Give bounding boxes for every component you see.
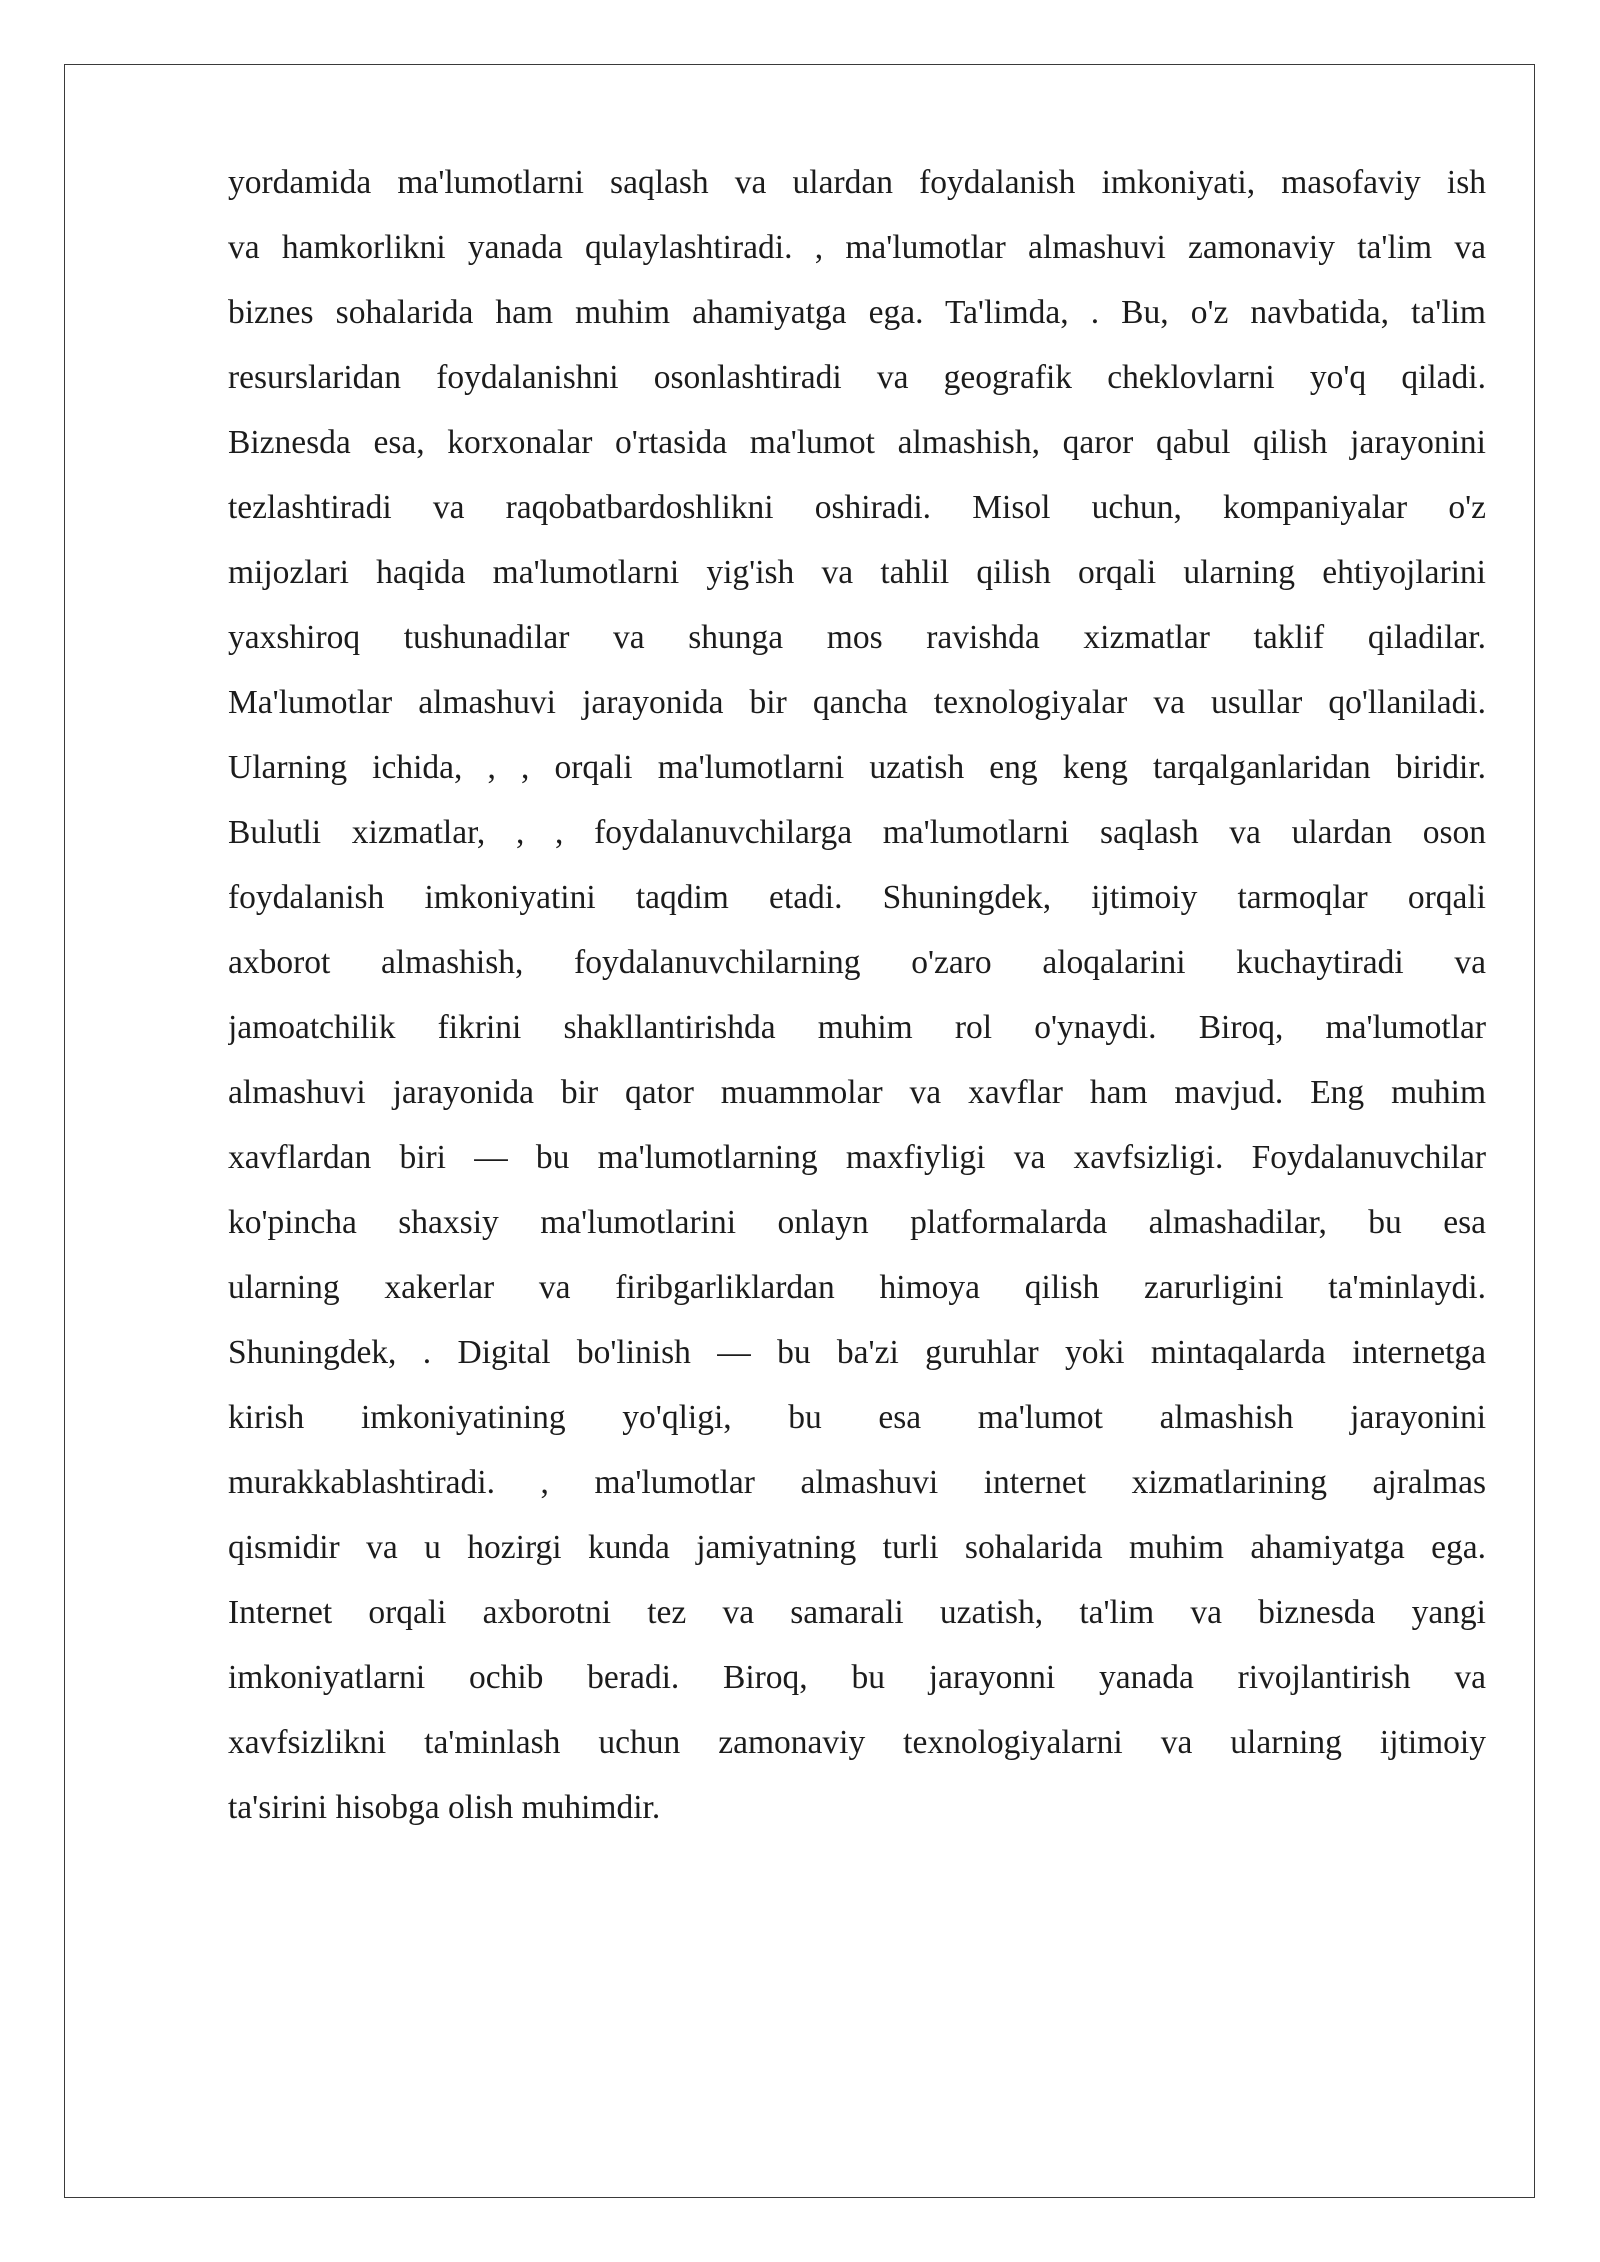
paragraph-line: xavflardan biri — bu ma'lumotlarning maxfiyligi va xavfsizligi. Foydalanuvchilar	[228, 1139, 1486, 1176]
paragraph-line: jamoatchilik fikrini shakllantirishda muhim rol o'ynaydi. Biroq, ma'lumotlar	[228, 1009, 1486, 1046]
paragraph-line: murakkablashtiradi. , ma'lumotlar almashuvi internet xizmatlarining ajralmas	[228, 1464, 1486, 1501]
paragraph-line: resurslaridan foydalanishni osonlashtiradi va geografik cheklovlarni yo'q qiladi.	[228, 359, 1486, 396]
paragraph-line: Ma'lumotlar almashuvi jarayonida bir qancha texnologiyalar va usullar qo'llaniladi.	[228, 684, 1486, 721]
paragraph-line: Internet orqali axborotni tez va samarali uzatish, ta'lim va biznesda yangi	[228, 1594, 1486, 1631]
paragraph-line: kirish imkoniyatining yo'qligi, bu esa ma'lumot almashish jarayonini	[228, 1399, 1486, 1436]
paragraph-line: ularning xakerlar va firibgarliklardan himoya qilish zarurligini ta'minlaydi.	[228, 1269, 1486, 1306]
paragraph-line: ko'pincha shaxsiy ma'lumotlarini onlayn platformalarda almashadilar, bu esa	[228, 1204, 1486, 1241]
body-paragraph	[228, 150, 1486, 1840]
paragraph-line: Shuningdek, . Digital bo'linish — bu ba'zi guruhlar yoki mintaqalarda internetga	[228, 1334, 1486, 1371]
paragraph-line: va hamkorlikni yanada qulaylashtiradi. , ma'lumotlar almashuvi zamonaviy ta'lim va	[228, 229, 1486, 266]
paragraph-line-last: ta'sirini hisobga olish muhimdir.	[228, 1789, 661, 1826]
paragraph-line: xavfsizlikni ta'minlash uchun zamonaviy texnologiyalarni va ularning ijtimoiy	[228, 1724, 1486, 1761]
paragraph-line: yaxshiroq tushunadilar va shunga mos ravishda xizmatlar taklif qiladilar.	[228, 619, 1486, 656]
paragraph-line: mijozlari haqida ma'lumotlarni yig'ish va tahlil qilish orqali ularning ehtiyojlarini	[228, 554, 1486, 591]
paragraph-line: Ularning ichida, , , orqali ma'lumotlarni uzatish eng keng tarqalganlaridan biridir.	[228, 749, 1486, 786]
paragraph-line: qismidir va u hozirgi kunda jamiyatning turli sohalarida muhim ahamiyatga ega.	[228, 1529, 1486, 1566]
paragraph-line: biznes sohalarida ham muhim ahamiyatga ega. Ta'limda, . Bu, o'z navbatida, ta'lim	[228, 294, 1486, 331]
paragraph-line: Bulutli xizmatlar, , , foydalanuvchilarga ma'lumotlarni saqlash va ulardan oson	[228, 814, 1486, 851]
paragraph-line: axborot almashish, foydalanuvchilarning o'zaro aloqalarini kuchaytiradi va	[228, 944, 1486, 981]
paragraph-line: imkoniyatlarni ochib beradi. Biroq, bu jarayonni yanada rivojlantirish va	[228, 1659, 1486, 1696]
paragraph-line: Biznesda esa, korxonalar o'rtasida ma'lumot almashish, qaror qabul qilish jarayonini	[228, 424, 1486, 461]
paragraph-line: yordamida ma'lumotlarni saqlash va ulardan foydalanish imkoniyati, masofaviy ish	[228, 164, 1486, 201]
paragraph-line: almashuvi jarayonida bir qator muammolar va xavflar ham mavjud. Eng muhim	[228, 1074, 1486, 1111]
paragraph-line: foydalanish imkoniyatini taqdim etadi. Shuningdek, ijtimoiy tarmoqlar orqali	[228, 879, 1486, 916]
paragraph-line: tezlashtiradi va raqobatbardoshlikni oshiradi. Misol uchun, kompaniyalar o'z	[228, 489, 1486, 526]
